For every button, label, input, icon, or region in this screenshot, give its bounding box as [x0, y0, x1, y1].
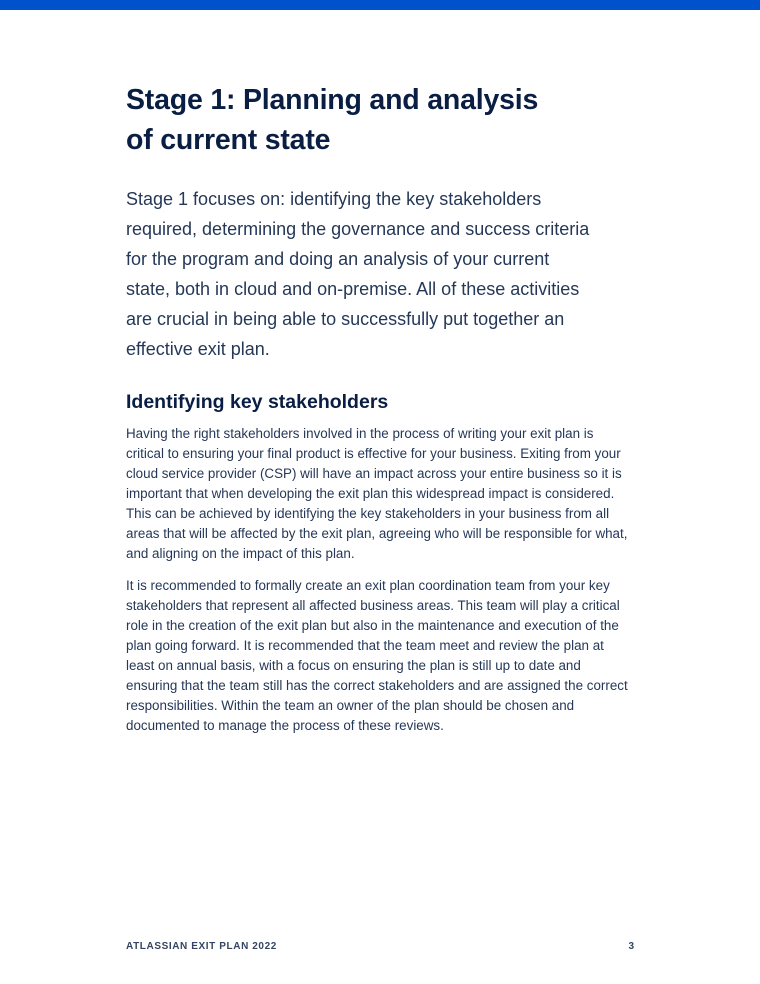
page-content	[0, 10, 760, 736]
footer-doc-title: ATLASSIAN EXIT PLAN 2022	[126, 941, 277, 952]
footer-page-number: 3	[628, 941, 634, 952]
body-paragraph-2: It is recommended to formally create an exit plan coordination team from your key stakeholders that represent all affected business areas. This team will play a critical role in the creation of the exit plan but also in the maintenance and execution of the plan going forward. It is recommended that the team meet and review the plan at least on annual basis, with a focus on ensuring the plan is still up to date and ensuring that the team still has the correct stakeholders and are assigned the correct responsibilities. Within the team an owner of the plan should be chosen and documented to manage the process of these reviews.	[126, 578, 628, 733]
intro-paragraph: Stage 1 focuses on: identifying the key stakeholders required, determining the governance and success criteria for the program and doing an analysis of your current state, both in cloud and on-premise. All of these activities are crucial in being able to successfully put together an effective exit plan.	[126, 189, 590, 359]
top-accent-bar	[0, 0, 760, 10]
section-heading: Identifying key stakeholders	[126, 391, 389, 413]
page-title-line-1: Stage 1: Planning and analysis	[126, 84, 539, 116]
body-paragraph-1: Having the right stakeholders involved in the process of writing your exit plan is critical to ensuring your final product is effective for your business. Exiting from your cloud service provider (CSP) will have an impact across your entire business so it is important that when developing the exit plan this widespread impact is considered. This can be achieved by identifying the key stakeholders in your business from all areas that will be affected by the exit plan, agreeing who will be responsible for what, and aligning on the impact of this plan.	[126, 426, 628, 561]
page-title-line-2: of current state	[126, 124, 331, 156]
page-title	[126, 80, 634, 160]
page-footer	[126, 941, 634, 952]
